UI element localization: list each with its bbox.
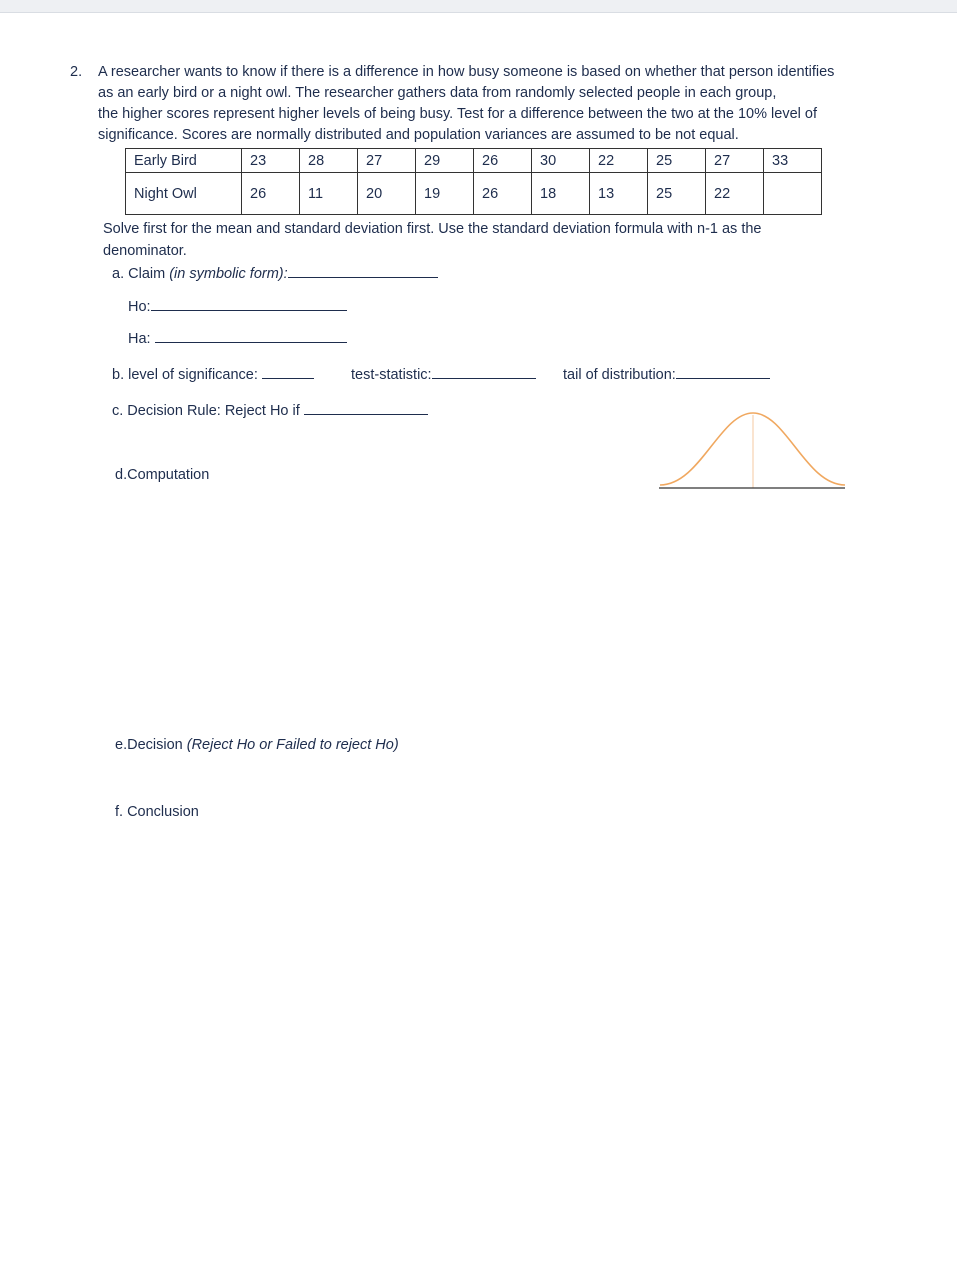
computation-label: d.Computation	[115, 467, 210, 483]
table-cell	[764, 173, 822, 215]
test-stat-label: test-statistic:	[351, 367, 432, 383]
row-label: Night Owl	[126, 173, 242, 215]
decision-rule-row	[112, 399, 428, 421]
question-line: significance. Scores are normally distributed and population variances are assumed to be not equal.	[98, 127, 739, 143]
table-cell: 26	[242, 173, 300, 215]
claim-blank[interactable]	[288, 262, 438, 278]
table-cell: 33	[764, 149, 822, 173]
level-label: b. level of significance:	[112, 367, 258, 383]
table-cell: 18	[532, 173, 590, 215]
question-line: the higher scores represent higher levels of being busy. Test for a difference between the two at the 10% level of	[98, 106, 817, 122]
table-row-early-bird	[126, 149, 822, 173]
table-cell: 29	[416, 149, 474, 173]
viewer-top-bar	[0, 0, 957, 13]
instructions-line-1: Solve first for the mean and standard deviation first. Use the standard deviation formula with n-1 as the	[103, 221, 762, 237]
question-line: A researcher wants to know if there is a difference in how busy someone is based on whether that person identifies	[98, 64, 835, 80]
table-cell: 11	[300, 173, 358, 215]
question-line: as an early bird or a night owl. The researcher gathers data from randomly selected people in each group,	[98, 85, 777, 101]
level-row	[112, 363, 314, 385]
claim-label: a. Claim	[112, 266, 170, 282]
question-number: 2.	[70, 64, 83, 80]
level-blank[interactable]	[262, 363, 314, 379]
table-cell: 22	[590, 149, 648, 173]
tail-label: tail of distribution:	[563, 367, 676, 383]
decision-row	[115, 735, 399, 755]
decision-rule-label: c. Decision Rule: Reject Ho if	[112, 403, 300, 419]
table-row-night-owl	[126, 173, 822, 215]
decision-label: e.Decision	[115, 737, 187, 753]
claim-hint: (in symbolic form):	[169, 266, 288, 282]
test-stat-row	[351, 363, 536, 385]
ho-row	[128, 295, 347, 317]
table-cell: 27	[706, 149, 764, 173]
table-cell: 13	[590, 173, 648, 215]
table-cell: 28	[300, 149, 358, 173]
decision-hint: (Reject Ho or Failed to reject Ho)	[186, 737, 399, 753]
instructions-line-2: denominator.	[103, 243, 187, 259]
ho-blank[interactable]	[151, 295, 347, 311]
table-cell: 20	[358, 173, 416, 215]
table-cell: 30	[532, 149, 590, 173]
claim-row	[112, 262, 438, 284]
table-cell: 26	[474, 173, 532, 215]
conclusion-label: f. Conclusion	[115, 804, 199, 820]
test-stat-blank[interactable]	[432, 363, 536, 379]
normal-curve-icon	[655, 405, 850, 495]
table-cell: 25	[648, 173, 706, 215]
ha-blank[interactable]	[155, 327, 347, 343]
ha-label: Ha:	[128, 331, 151, 347]
tail-row	[563, 363, 770, 385]
table-cell: 22	[706, 173, 764, 215]
data-table	[125, 148, 822, 215]
row-label: Early Bird	[126, 149, 242, 173]
question-text	[98, 62, 834, 146]
ha-row	[128, 327, 347, 349]
tail-blank[interactable]	[676, 363, 770, 379]
table-cell: 25	[648, 149, 706, 173]
ho-label: Ho:	[128, 299, 151, 315]
table-cell: 26	[474, 149, 532, 173]
table-cell: 19	[416, 173, 474, 215]
table-cell: 23	[242, 149, 300, 173]
table-cell: 27	[358, 149, 416, 173]
decision-rule-blank[interactable]	[304, 399, 428, 415]
